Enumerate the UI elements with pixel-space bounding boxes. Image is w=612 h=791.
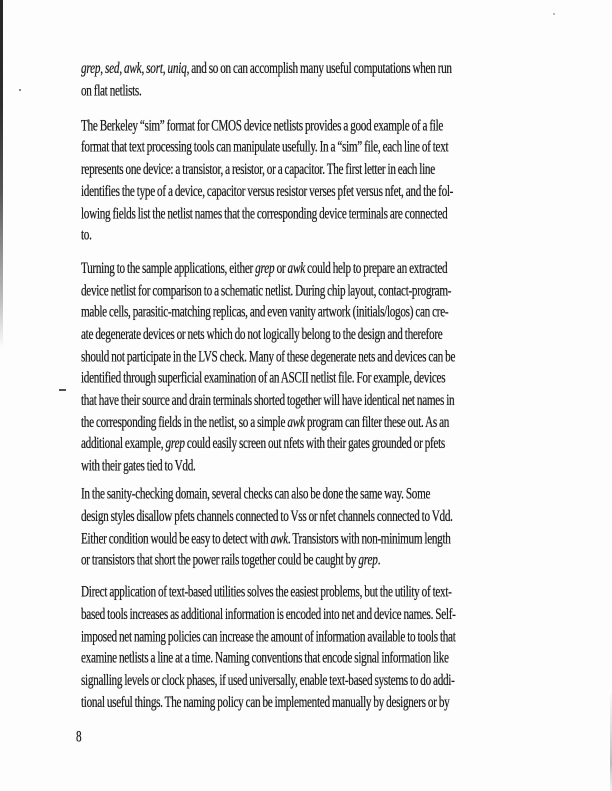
italic-term: sort xyxy=(146,60,163,78)
text-line: on flat netlists. xyxy=(81,82,142,100)
italic-term: awk xyxy=(270,530,288,548)
text-line: tional useful things. The naming policy can be implemented manually by designers or by xyxy=(81,694,450,712)
text-line: should not participate in the LVS check. Many of these degenerate nets and devices can be xyxy=(81,348,456,366)
text-line: The Berkeley “sim” format for CMOS device netlists provides a good example of a file xyxy=(81,117,444,135)
text-line: identified through superficial examination of an ASCII netlist file. For example, devices xyxy=(81,370,446,388)
italic-term: sed xyxy=(105,60,120,78)
text-line: to. xyxy=(81,227,92,245)
italic-term: grep xyxy=(255,260,275,278)
text-block xyxy=(81,59,546,731)
scan-artifact-left-edge xyxy=(0,0,3,348)
paragraph xyxy=(81,583,546,715)
text-line: or transistors that short the power rails together could be caught by grep. xyxy=(81,552,381,570)
text-line: grep, sed, awk, sort, uniq, and so on can accomplish many useful computations when run xyxy=(81,60,452,78)
paragraph xyxy=(81,59,546,103)
text-line: device netlist for comparison to a schematic netlist. During chip layout, contact-program- xyxy=(81,282,452,300)
scan-speck-top-right xyxy=(553,13,555,15)
italic-term: awk xyxy=(124,60,142,78)
text-line: represents one device: a transistor, a resistor, or a capacitor. The first letter in each line xyxy=(81,161,435,179)
text-line: Either condition would be easy to detect with awk. Transistors with non-minimum length xyxy=(81,530,451,548)
text-line: lowing fields list the netlist names that the corresponding device terminals are connected xyxy=(81,205,448,223)
text-line: the corresponding fields in the netlist, so a simple awk program can filter these out. As an xyxy=(81,414,450,432)
italic-term: awk xyxy=(287,260,305,278)
text-line: identifies the type of a device, capacitor versus resistor verses pfet versus nfet, and the fol- xyxy=(81,183,454,201)
text-line: format that text processing tools can manipulate usefully. In a “sim” file, each line of text xyxy=(81,139,449,157)
text-line: that have their source and drain terminals shorted together will have identical net names in xyxy=(81,392,455,410)
text-line: In the sanity-checking domain, several checks can also be done the same way. Some xyxy=(81,486,431,504)
text-line: based tools increases as additional information is encoded into net and device names. Self- xyxy=(81,606,456,624)
italic-term: awk xyxy=(287,414,305,432)
text-line: imposed net naming policies can increase the amount of information available to tools that xyxy=(81,628,456,646)
scan-speck-left xyxy=(19,89,21,91)
italic-term: grep xyxy=(165,436,185,454)
italic-term: grep xyxy=(358,552,378,570)
paragraph xyxy=(81,116,546,248)
paragraph xyxy=(81,485,546,573)
text-line: with their gates tied to Vdd. xyxy=(81,458,196,476)
page-number: 8 xyxy=(76,729,82,746)
text-line: Turning to the sample applications, either grep or awk could help to prepare an extracted xyxy=(81,260,448,278)
text-line: additional example, grep could easily screen out nfets with their gates grounded or pfets xyxy=(81,436,445,454)
text-line: design styles disallow pfets channels connected to Vss or nfet channels connected to Vdd. xyxy=(81,508,453,526)
paragraph xyxy=(81,259,546,479)
text-line: examine netlists a line at a time. Naming conventions that encode signal information like xyxy=(81,650,449,668)
text-line: signalling levels or clock phases, if used universally, enable text-based systems to do addi- xyxy=(81,672,455,690)
italic-term: uniq xyxy=(167,60,187,78)
text-line: mable cells, parasitic-matching replicas, and even vanity artwork (initials/logos) can cre- xyxy=(81,304,449,322)
italic-term: grep xyxy=(81,60,101,78)
text-line: Direct application of text-based utilities solves the easiest problems, but the utility of text- xyxy=(81,584,452,602)
text-line: ate degenerate devices or nets which do not logically belong to the design and therefore xyxy=(81,326,443,344)
margin-dash-mark xyxy=(59,389,66,391)
